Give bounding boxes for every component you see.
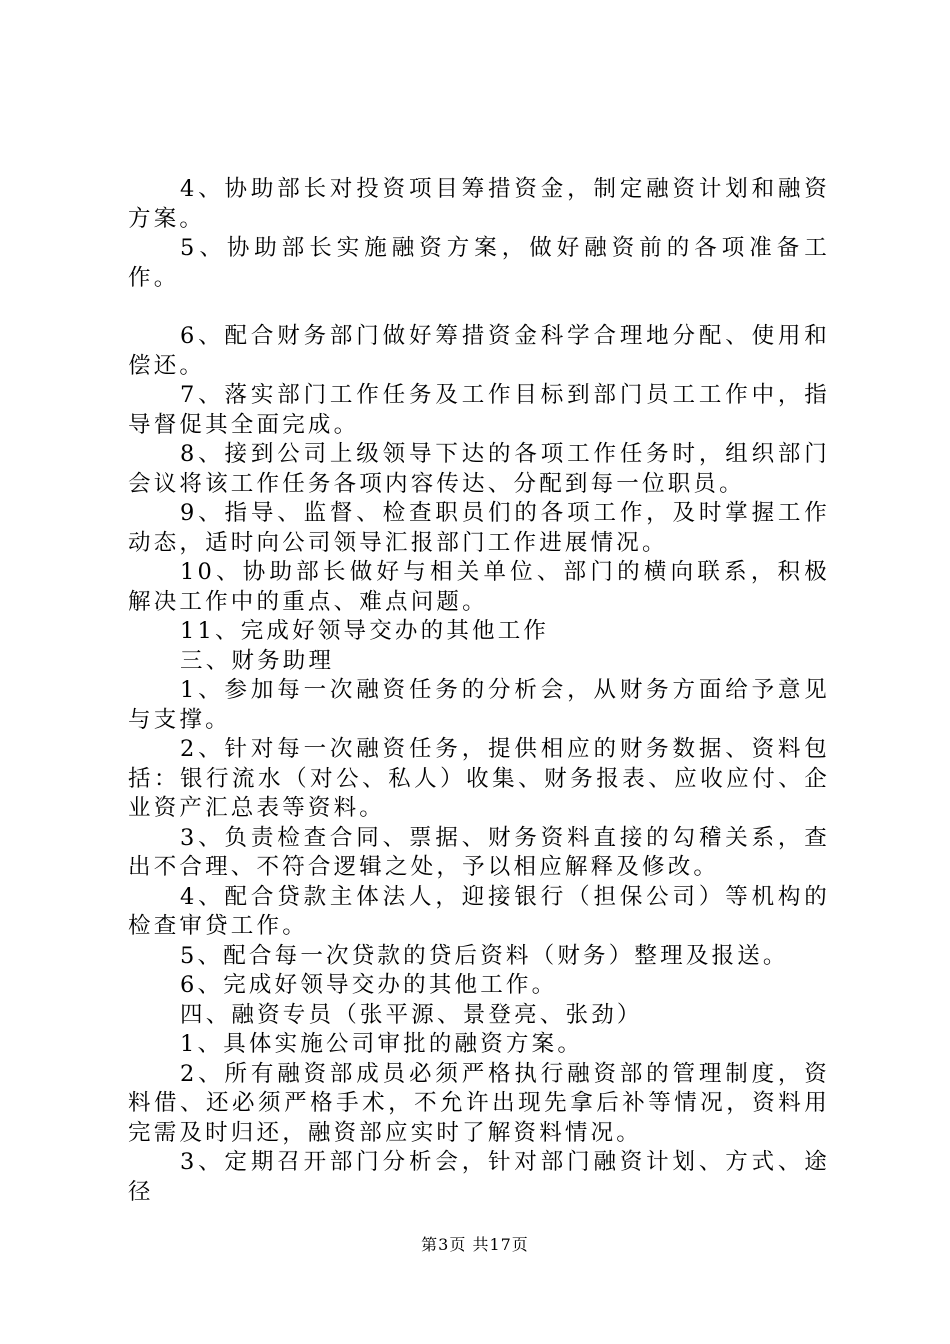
paragraph-item-10-coordination: 10、协助部长做好与相关单位、部门的横向联系，积极解决工作中的重点、难点问题。 xyxy=(128,559,830,615)
paragraph-specialist-item-3: 3、定期召开部门分析会，针对部门融资计划、方式、途径 xyxy=(128,1149,830,1205)
paragraph-finance-item-4: 4、配合贷款主体法人，迎接银行（担保公司）等机构的检查审贷工作。 xyxy=(128,883,830,939)
paragraph-specialist-item-2: 2、所有融资部成员必须严格执行融资部的管理制度，资料借、还必须严格手术，不允许出现先拿后补等情况，资料用完需及时归还，融资部应实时了解资料情况。 xyxy=(128,1060,830,1146)
paragraph-item-4-fundraising-plan: 4、协助部长对投资项目筹措资金，制定融资计划和融资方案。 xyxy=(128,176,830,232)
section-heading-financing-specialist: 四、融资专员（张平源、景登亮、张劲） xyxy=(180,1001,643,1028)
paragraph-item-11-other-work: 11、完成好领导交办的其他工作 xyxy=(180,618,550,644)
paragraph-finance-item-3: 3、负责检查合同、票据、财务资料直接的勾稽关系，查出不合理、不符合逻辑之处，予以相应解释及修改。 xyxy=(128,824,830,880)
paragraph-finance-item-2: 2、针对每一次融资任务，提供相应的财务数据、资料包括：银行流水（对公、私人）收集、财务报表、应收应付、企业资产汇总表等资料。 xyxy=(128,736,830,821)
paragraph-finance-item-1: 1、参加每一次融资任务的分析会，从财务方面给予意见与支撑。 xyxy=(128,677,830,733)
paragraph-item-5-implement-plan: 5、协助部长实施融资方案，做好融资前的各项准备工作。 xyxy=(128,235,830,291)
paragraph-item-7-task-implementation: 7、落实部门工作任务及工作目标到部门员工工作中，指导督促其全面完成。 xyxy=(128,382,830,438)
paragraph-finance-item-6: 6、完成好领导交办的其他工作。 xyxy=(180,972,558,998)
paragraph-specialist-item-1: 1、具体实施公司审批的融资方案。 xyxy=(180,1031,584,1057)
paragraph-item-9-supervision: 9、指导、监督、检查职员们的各项工作，及时掌握工作动态，适时向公司领导汇报部门工作进展情况。 xyxy=(128,500,830,556)
page-number-footer: 第3页 共17页 xyxy=(421,1235,529,1254)
paragraph-item-6-fund-allocation: 6、配合财务部门做好筹措资金科学合理地分配、使用和偿还。 xyxy=(128,323,830,379)
paragraph-finance-item-5: 5、配合每一次贷款的贷后资料（财务）整理及报送。 xyxy=(180,942,789,969)
section-heading-finance-assistant: 三、财务助理 xyxy=(180,647,335,674)
document-body xyxy=(128,175,830,1207)
paragraph-item-8-department-meeting: 8、接到公司上级领导下达的各项工作任务时，组织部门会议将该工作任务各项内容传达、分配到每一位职员。 xyxy=(128,441,830,497)
